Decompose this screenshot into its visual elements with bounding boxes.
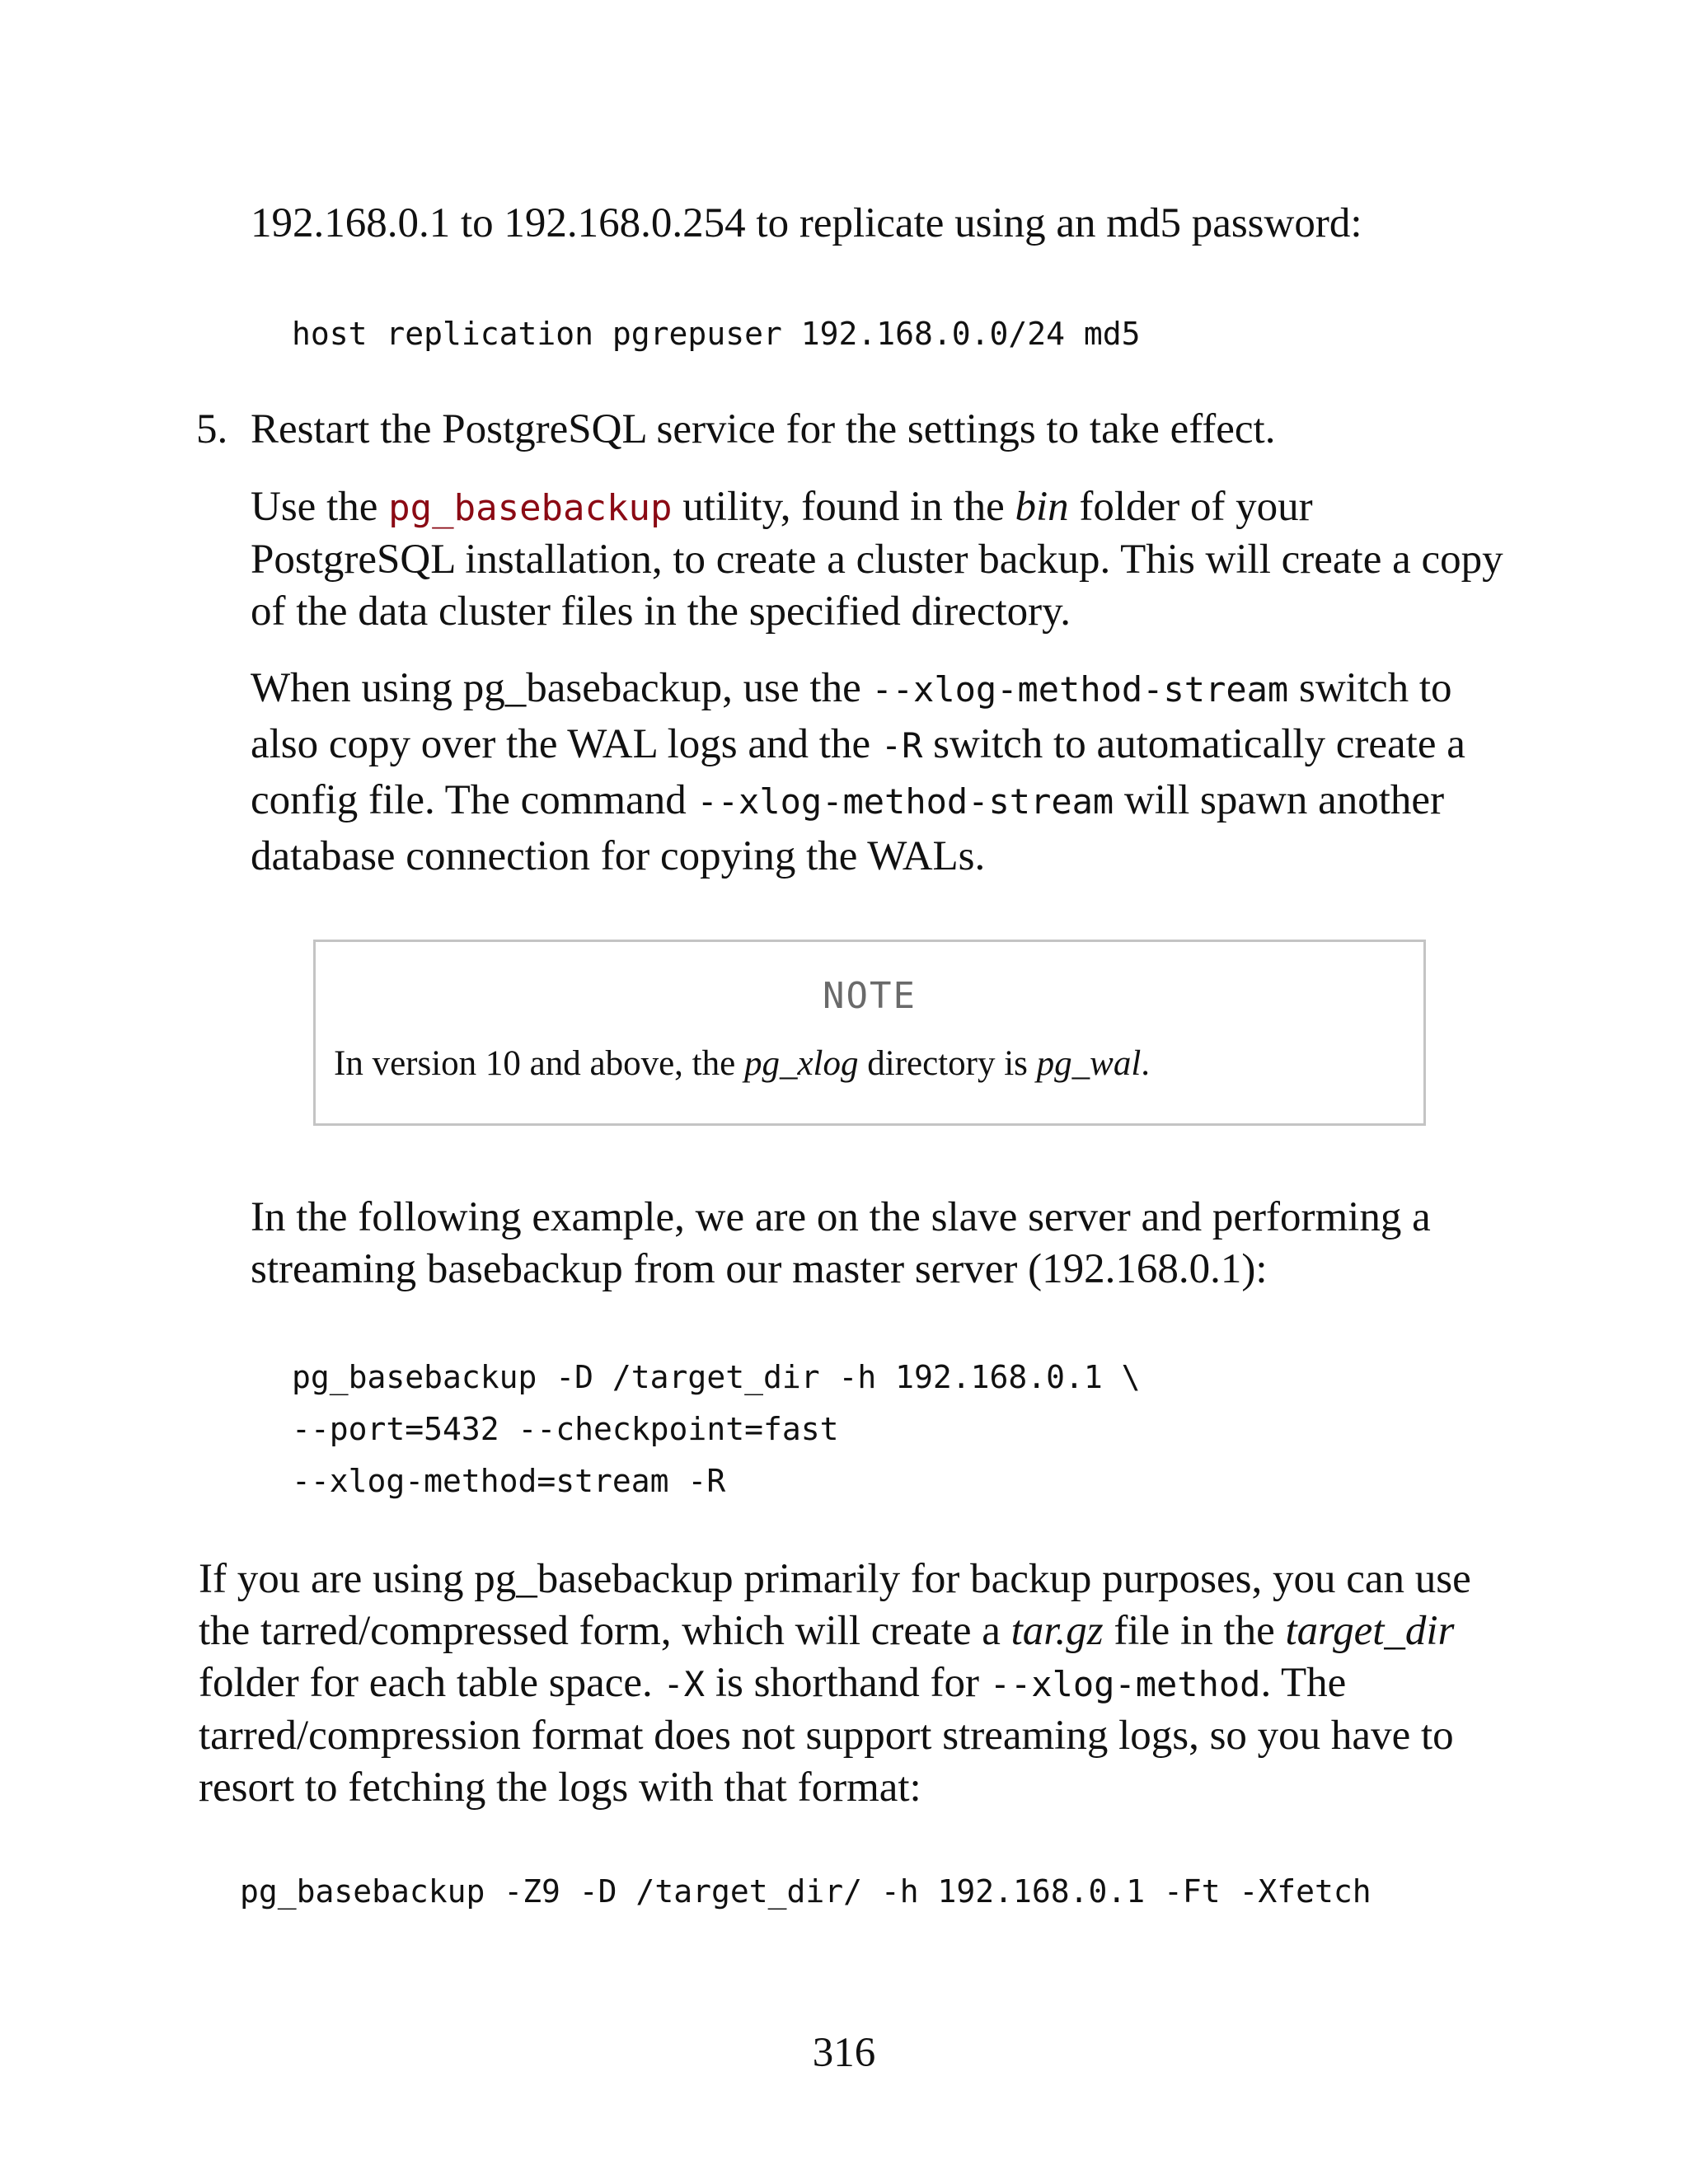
note-title: NOTE xyxy=(823,975,917,1017)
code-line: pg_basebackup -D /target_dir -h 192.168.0.1 \ xyxy=(292,1359,1141,1395)
emphasis-tar-gz: tar.gz xyxy=(1010,1608,1104,1654)
step-number: 5. xyxy=(196,406,228,452)
inline-code-xlog-method-stream: --xlog-method-stream xyxy=(871,669,1289,710)
emphasis-pg-xlog: pg_xlog xyxy=(743,1044,859,1083)
intro-text: 192.168.0.1 to 192.168.0.254 to replicate using an md5 password: xyxy=(251,200,1362,246)
inline-code-r-switch: -R xyxy=(880,725,923,766)
inline-code-xlog-method: --xlog-method xyxy=(989,1664,1261,1704)
step-5-text: Restart the PostgreSQL service for the settings to take effect. xyxy=(251,406,1276,452)
code-line: pg_basebackup -Z9 -D /target_dir/ -h 192.168.0.1 -Ft -Xfetch xyxy=(240,1873,1372,1910)
code-block-basebackup-tar xyxy=(240,1866,1372,1918)
paragraph-tar-format: If you are using pg_basebackup primarily for backup purposes, you can use the tarred/compressed form, which will create a tar.gz file in the target_dir folder for each table space. -X is shorthand for --xlog-method. The tarred/compression format does not support streaming logs, so you have to resort to fetching the logs with that format: xyxy=(199,1556,1471,1811)
paragraph-example: In the following example, we are on the slave server and performing a streaming basebackup from our master server (192.168.0.1): xyxy=(251,1194,1431,1292)
emphasis-target-dir: target_dir xyxy=(1285,1608,1455,1654)
emphasis-bin: bin xyxy=(1015,484,1069,530)
code-line: --port=5432 --checkpoint=fast xyxy=(292,1411,839,1447)
page-number: 316 xyxy=(812,2030,876,2076)
inline-code-x: -X xyxy=(663,1664,706,1704)
code-block-pg-hba xyxy=(292,308,1141,360)
paragraph-xlog-method: When using pg_basebackup, use the --xlog-method-stream switch to also copy over the WAL logs and the -R switch to automatically create a config file. The command --xlog-method-stream will spawn another database connection for copying the WALs. xyxy=(251,665,1465,879)
inline-code-xlog-method-stream: --xlog-method-stream xyxy=(696,781,1114,822)
note-text: In version 10 and above, the pg_xlog directory is pg_wal. xyxy=(334,1044,1151,1083)
code-line: --xlog-method=stream -R xyxy=(292,1463,726,1499)
emphasis-pg-wal: pg_wal xyxy=(1036,1044,1142,1083)
inline-code-pg-basebackup: pg_basebackup xyxy=(388,487,673,529)
paragraph-basebackup: Use the pg_basebackup utility, found in the bin folder of your PostgreSQL installation, to create a cluster backup. This will create a copy of the data cluster files in the specified directory. xyxy=(251,484,1503,635)
code-block-basebackup-stream xyxy=(292,1352,1141,1507)
code-line: host replication pgrepuser 192.168.0.0/24 md5 xyxy=(292,316,1141,352)
note-box xyxy=(313,940,1426,1126)
